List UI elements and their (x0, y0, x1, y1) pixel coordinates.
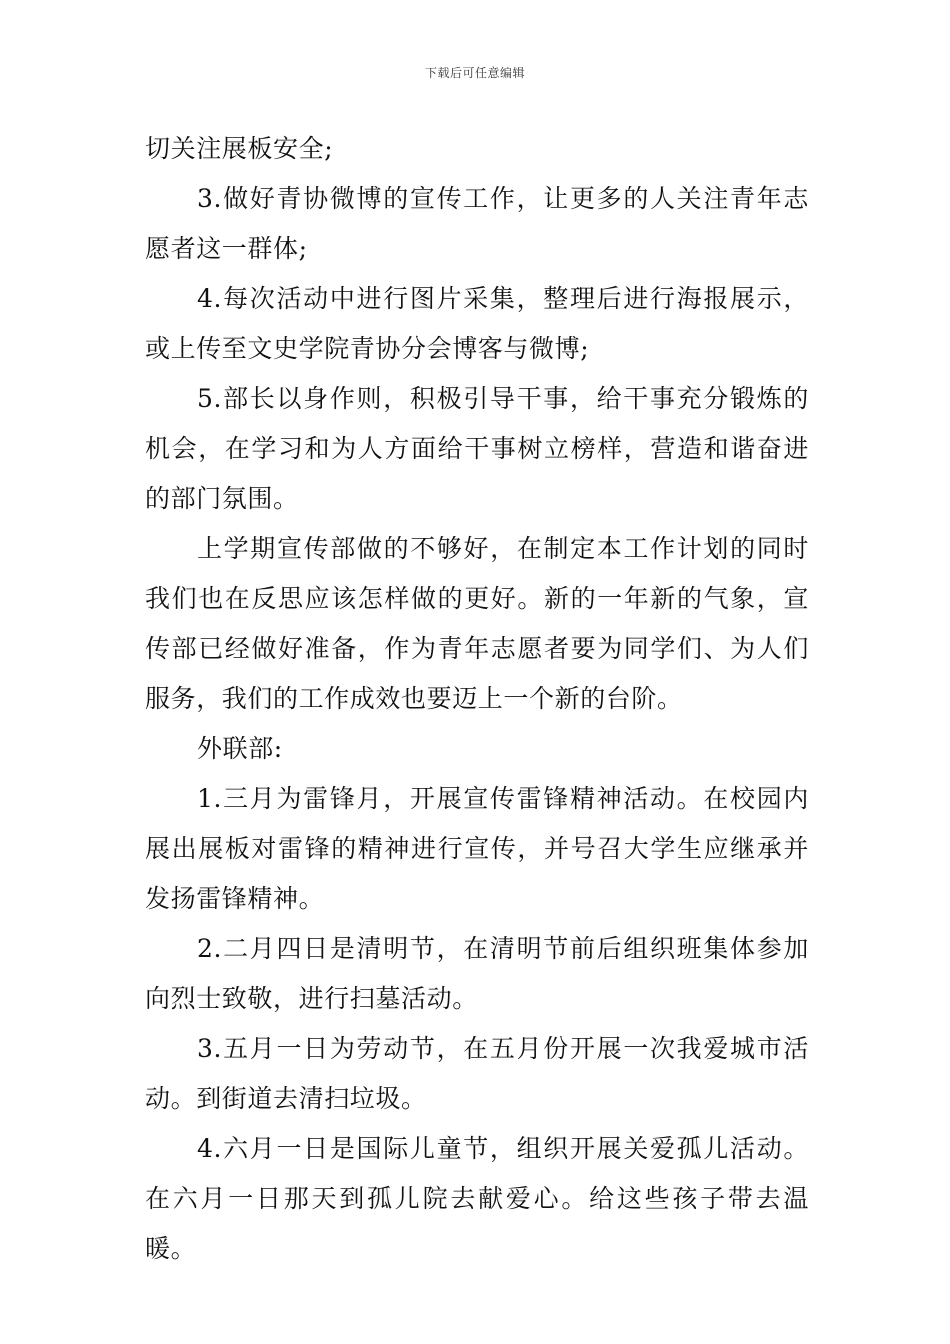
paragraph: 4.每次活动中进行图片采集，整理后进行海报展示，或上传至文史学院青协分会博客与微博; (145, 284, 809, 363)
paragraph: 4.六月一日是国际儿童节，组织开展关爱孤儿活动。在六月一日那天到孤儿院去献爱心。给这些孩子带去温暖。 (145, 1134, 809, 1263)
paragraph: 5.部长以身作则，积极引导干事，给干事充分锻炼的机会，在学习和为人方面给干事树立榜样，营造和谐奋进的部门氛围。 (145, 384, 809, 513)
page-header: 下载后可任意编辑 (424, 66, 525, 80)
paragraph: 上学期宣传部做的不够好，在制定本工作计划的同时我们也在反思应该怎样做的更好。新的一年新的气象，宣传部已经做好准备，作为青年志愿者要为同学们、为人们服务，我们的工作成效也要迈上一个新的台阶。 (145, 534, 809, 713)
document-body (145, 124, 809, 1274)
section-heading: 外联部: (197, 734, 283, 763)
paragraph: 2.二月四日是清明节，在清明节前后组织班集体参加向烈士致敬，进行扫墓活动。 (145, 934, 809, 1013)
paragraph: 3.五月一日为劳动节，在五月份开展一次我爱城市活动。到街道去清扫垃圾。 (145, 1034, 809, 1113)
paragraph: 1.三月为雷锋月，开展宣传雷锋精神活动。在校园内展出展板对雷锋的精神进行宣传，并号召大学生应继承并发扬雷锋精神。 (145, 784, 809, 913)
paragraph: 3.做好青协微博的宣传工作，让更多的人关注青年志愿者这一群体; (145, 184, 809, 263)
paragraph: 切关注展板安全; (145, 134, 334, 163)
